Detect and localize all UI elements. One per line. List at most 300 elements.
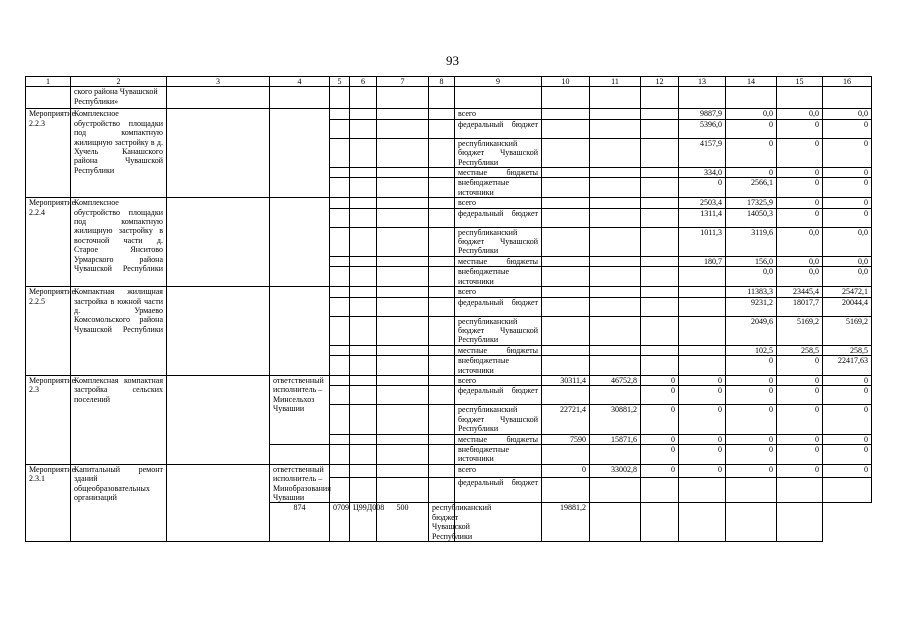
value-cell: 0,0: [823, 227, 872, 256]
value-cell: [590, 444, 641, 464]
continuation-row: [26, 87, 872, 109]
empty-cell: [350, 119, 377, 138]
empty-cell: [429, 464, 455, 478]
value-cell: 0: [823, 464, 872, 478]
empty-cell: [823, 87, 872, 109]
empty-cell: [429, 444, 455, 464]
funding-source-cell: республиканский бюджет Чувашской Республики: [455, 227, 542, 256]
measure-name-cell: ского района Чувашской Республики»: [71, 87, 167, 109]
value-cell: [590, 119, 641, 138]
empty-cell: [350, 109, 377, 119]
funding-source-cell: федеральный бюджет: [455, 386, 542, 405]
empty-cell: [167, 375, 270, 464]
empty-cell: [330, 356, 350, 376]
header-cell: 16: [823, 77, 872, 87]
value-cell: [590, 287, 641, 297]
funding-source-cell: местные бюджеты: [455, 168, 542, 178]
empty-cell: [350, 168, 377, 178]
value-cell: [542, 168, 590, 178]
funding-source-cell: федеральный бюджет: [455, 478, 542, 503]
empty-cell: [429, 434, 455, 444]
empty-cell: [377, 345, 429, 355]
empty-cell: [167, 198, 270, 287]
value-cell: 0: [777, 119, 823, 138]
value-cell: 0,0: [726, 267, 777, 287]
value-cell: [641, 503, 679, 542]
value-cell: [679, 287, 726, 297]
value-cell: [641, 119, 679, 138]
empty-cell: [429, 345, 455, 355]
funding-source-cell: федеральный бюджет: [455, 119, 542, 138]
value-cell: 0: [823, 208, 872, 227]
empty-cell: [330, 227, 350, 256]
empty-cell: [270, 198, 330, 287]
value-cell: [679, 345, 726, 355]
empty-cell: [429, 405, 455, 434]
value-cell: 0: [641, 375, 679, 385]
value-cell: 0: [641, 464, 679, 478]
empty-cell: [330, 198, 350, 208]
funding-source-cell: местные бюджеты: [455, 345, 542, 355]
header-cell: 13: [679, 77, 726, 87]
measure-code-cell: Мероприятие 2.2.5: [26, 287, 71, 376]
value-cell: 0: [823, 434, 872, 444]
empty-cell: [330, 444, 350, 464]
value-cell: 4157,9: [679, 138, 726, 167]
header-cell: 6: [350, 77, 377, 87]
table-header-row: [26, 77, 872, 87]
value-cell: 30881,2: [590, 405, 641, 434]
value-cell: 0: [777, 178, 823, 198]
value-cell: [590, 168, 641, 178]
value-cell: 46752,8: [590, 375, 641, 385]
value-cell: [679, 503, 726, 542]
empty-cell: [270, 87, 330, 109]
value-cell: [641, 256, 679, 266]
value-cell: [641, 208, 679, 227]
value-cell: [590, 138, 641, 167]
empty-cell: [350, 444, 377, 464]
value-cell: 2566,1: [726, 178, 777, 198]
value-cell: 0: [726, 356, 777, 376]
value-cell: 0: [641, 386, 679, 405]
empty-cell: [429, 356, 455, 376]
code-cell: [26, 87, 71, 109]
value-cell: [590, 178, 641, 198]
empty-cell: [429, 316, 455, 345]
value-cell: 0: [726, 168, 777, 178]
empty-cell: [377, 287, 429, 297]
empty-cell: [429, 178, 455, 198]
header-cell: 1: [26, 77, 71, 87]
value-cell: 258,5: [823, 345, 872, 355]
value-cell: 0: [679, 405, 726, 434]
value-cell: 0,0: [823, 109, 872, 119]
table-row: [26, 198, 872, 208]
value-cell: [641, 316, 679, 345]
empty-cell: [679, 87, 726, 109]
value-cell: 5169,2: [777, 316, 823, 345]
empty-cell: [377, 375, 429, 385]
value-cell: 1011,3: [679, 227, 726, 256]
value-cell: 9231,2: [726, 297, 777, 316]
empty-cell: [377, 297, 429, 316]
value-cell: 156,0: [726, 256, 777, 266]
value-cell: [641, 178, 679, 198]
empty-cell: [350, 87, 377, 109]
value-cell: [590, 386, 641, 405]
empty-cell: [429, 87, 455, 109]
header-cell: 5: [330, 77, 350, 87]
value-cell: 0: [777, 405, 823, 434]
value-cell: 18017,7: [777, 297, 823, 316]
value-cell: [542, 297, 590, 316]
value-cell: [726, 478, 777, 503]
empty-cell: [330, 464, 350, 478]
empty-cell: [377, 434, 429, 444]
empty-cell: [330, 208, 350, 227]
empty-cell: [377, 109, 429, 119]
empty-cell: [350, 356, 377, 376]
empty-cell: [429, 256, 455, 266]
funding-source-cell: всего: [455, 287, 542, 297]
empty-cell: [350, 434, 377, 444]
value-cell: 19881,2: [542, 503, 590, 542]
value-cell: [590, 356, 641, 376]
value-cell: 2049,6: [726, 316, 777, 345]
value-cell: 0: [823, 119, 872, 138]
empty-cell: [330, 267, 350, 287]
value-cell: 0: [679, 386, 726, 405]
value-cell: 0: [726, 138, 777, 167]
measure-code-cell: Мероприятие 2.3.1: [26, 464, 71, 541]
empty-cell: [350, 208, 377, 227]
measure-name-cell: Капитальный ремонт зданий общеобразовательных организаций: [71, 464, 167, 541]
value-cell: [590, 316, 641, 345]
budget-table: [25, 76, 872, 542]
value-cell: 0: [777, 444, 823, 464]
funding-source-cell: всего: [455, 109, 542, 119]
funding-source-cell: внебюджетные источники: [455, 267, 542, 287]
value-cell: 0: [542, 464, 590, 478]
empty-cell: [429, 375, 455, 385]
value-cell: 0: [777, 356, 823, 376]
value-cell: 0,0: [726, 109, 777, 119]
empty-cell: [377, 405, 429, 434]
value-cell: 0: [777, 168, 823, 178]
value-cell: [679, 356, 726, 376]
empty-cell: [429, 138, 455, 167]
value-cell: 5396,0: [679, 119, 726, 138]
empty-cell: [330, 297, 350, 316]
value-cell: 0: [679, 434, 726, 444]
funding-source-cell: внебюджетные источники: [455, 356, 542, 376]
empty-cell: [377, 316, 429, 345]
table-row: [26, 287, 872, 297]
value-cell: 11383,3: [726, 287, 777, 297]
value-cell: [641, 345, 679, 355]
empty-cell: [429, 168, 455, 178]
value-cell: [641, 287, 679, 297]
value-cell: 0: [679, 178, 726, 198]
value-cell: [777, 478, 823, 503]
empty-cell: [350, 464, 377, 478]
empty-cell: [377, 198, 429, 208]
empty-cell: [350, 287, 377, 297]
value-cell: [590, 267, 641, 287]
measure-name-cell: Компактная жилищная застройка в южной части д. Урмаево Комсомольского района Чувашской Республики: [71, 287, 167, 376]
empty-cell: [429, 297, 455, 316]
page-number: 93: [446, 53, 459, 68]
value-cell: [542, 208, 590, 227]
value-cell: 0: [823, 444, 872, 464]
empty-cell: [330, 316, 350, 345]
value-cell: [590, 198, 641, 208]
funding-source-cell: внебюджетные источники: [455, 178, 542, 198]
funding-source-cell: местные бюджеты: [455, 434, 542, 444]
empty-cell: [377, 444, 429, 464]
value-cell: [542, 386, 590, 405]
measure-name-cell: Комплексная компактная застройка сельских поселений: [71, 375, 167, 464]
value-cell: 9887,9: [679, 109, 726, 119]
empty-cell: [377, 478, 429, 503]
value-cell: 22721,4: [542, 405, 590, 434]
measure-code-cell: Мероприятие 2.3: [26, 375, 71, 464]
table-row: [26, 375, 872, 385]
value-cell: [641, 267, 679, 287]
value-cell: 0: [777, 208, 823, 227]
value-cell: 30311,4: [542, 375, 590, 385]
value-cell: [641, 227, 679, 256]
value-cell: 0: [679, 375, 726, 385]
budget-code-cell: 874: [270, 503, 330, 542]
value-cell: 0: [641, 405, 679, 434]
empty-cell: [330, 386, 350, 405]
value-cell: 334,0: [679, 168, 726, 178]
empty-cell: [350, 405, 377, 434]
value-cell: [542, 345, 590, 355]
value-cell: [542, 198, 590, 208]
value-cell: 0: [777, 386, 823, 405]
empty-cell: [330, 119, 350, 138]
value-cell: [679, 478, 726, 503]
header-cell: 8: [429, 77, 455, 87]
empty-cell: [167, 87, 270, 109]
funding-source-cell: федеральный бюджет: [455, 297, 542, 316]
value-cell: [590, 208, 641, 227]
value-cell: [679, 267, 726, 287]
empty-cell: [330, 256, 350, 266]
value-cell: 0: [641, 444, 679, 464]
header-cell: 10: [542, 77, 590, 87]
empty-cell: [455, 87, 542, 109]
funding-source-cell: республиканский бюджет Чувашской Республики: [455, 138, 542, 167]
value-cell: 0: [823, 138, 872, 167]
empty-cell: [377, 119, 429, 138]
value-cell: [641, 198, 679, 208]
value-cell: 0,0: [823, 256, 872, 266]
value-cell: [542, 227, 590, 256]
executor-cell: ответственный исполнитель – Минсельхоз Чувашии: [270, 375, 330, 444]
value-cell: [590, 478, 641, 503]
value-cell: [542, 316, 590, 345]
value-cell: [641, 138, 679, 167]
value-cell: [542, 138, 590, 167]
value-cell: [542, 119, 590, 138]
value-cell: 0: [726, 119, 777, 138]
header-cell: 15: [777, 77, 823, 87]
value-cell: [542, 287, 590, 297]
funding-source-cell: внебюджетные источники: [455, 444, 542, 464]
empty-cell: [350, 227, 377, 256]
funding-source-cell: всего: [455, 198, 542, 208]
empty-cell: [270, 287, 330, 376]
value-cell: [590, 109, 641, 119]
empty-cell: [377, 138, 429, 167]
empty-cell: [330, 168, 350, 178]
budget-code-cell: Ц99Д008: [350, 503, 377, 542]
value-cell: [726, 503, 777, 542]
value-cell: 0,0: [777, 109, 823, 119]
budget-code-cell: 500: [377, 503, 429, 542]
empty-cell: [330, 178, 350, 198]
empty-cell: [377, 178, 429, 198]
value-cell: 180,7: [679, 256, 726, 266]
empty-cell: [350, 178, 377, 198]
value-cell: [590, 503, 641, 542]
value-cell: 0: [726, 375, 777, 385]
value-cell: 102,5: [726, 345, 777, 355]
empty-cell: [330, 287, 350, 297]
value-cell: 17325,9: [726, 198, 777, 208]
value-cell: 5169,2: [823, 316, 872, 345]
value-cell: 0,0: [777, 256, 823, 266]
value-cell: 0,0: [777, 267, 823, 287]
value-cell: [542, 256, 590, 266]
empty-cell: [330, 87, 350, 109]
measure-code-cell: Мероприятие 2.2.4: [26, 198, 71, 287]
value-cell: 25472,1: [823, 287, 872, 297]
value-cell: [777, 503, 823, 542]
empty-cell: [350, 478, 377, 503]
empty-cell: [429, 208, 455, 227]
funding-source-cell: местные бюджеты: [455, 256, 542, 266]
value-cell: [641, 109, 679, 119]
value-cell: 7590: [542, 434, 590, 444]
value-cell: [590, 345, 641, 355]
funding-source-cell: республиканский бюджет Чувашской Республики: [429, 503, 455, 542]
value-cell: 0: [823, 168, 872, 178]
empty-cell: [377, 227, 429, 256]
funding-source-cell: всего: [455, 464, 542, 478]
measure-name-cell: Комплексное обустройство площадки под компактную жилищную застройку в восточной части д. Старое Янситово Урмарского района Чувашской Республики: [71, 198, 167, 287]
value-cell: [641, 168, 679, 178]
empty-cell: [167, 464, 270, 541]
header-cell: 3: [167, 77, 270, 87]
empty-cell: [330, 434, 350, 444]
empty-cell: [330, 375, 350, 385]
value-cell: 0,0: [823, 267, 872, 287]
value-cell: [641, 297, 679, 316]
value-cell: 1311,4: [679, 208, 726, 227]
empty-cell: [429, 227, 455, 256]
value-cell: [679, 297, 726, 316]
value-cell: [590, 297, 641, 316]
empty-cell: [270, 109, 330, 198]
empty-cell: [377, 386, 429, 405]
value-cell: [542, 109, 590, 119]
value-cell: 14050,3: [726, 208, 777, 227]
value-cell: [641, 478, 679, 503]
value-cell: 0: [777, 464, 823, 478]
empty-cell: [726, 87, 777, 109]
value-cell: 0: [726, 386, 777, 405]
empty-cell: [377, 87, 429, 109]
executor-cell: ответственный исполнитель – Минобразования Чувашии: [270, 464, 330, 503]
funding-source-cell: федеральный бюджет: [455, 208, 542, 227]
value-cell: 0: [726, 464, 777, 478]
empty-cell: [330, 478, 350, 503]
value-cell: 0: [823, 386, 872, 405]
value-cell: 20044,4: [823, 297, 872, 316]
empty-cell: [429, 109, 455, 119]
value-cell: 33002,8: [590, 464, 641, 478]
empty-cell: [350, 256, 377, 266]
value-cell: [823, 478, 872, 503]
budget-code-cell: 0709: [330, 503, 350, 542]
value-cell: 0: [726, 444, 777, 464]
empty-cell: [777, 87, 823, 109]
empty-cell: [429, 198, 455, 208]
funding-source-cell: республиканский бюджет Чувашской Республики: [455, 316, 542, 345]
value-cell: 0: [823, 198, 872, 208]
empty-cell: [377, 208, 429, 227]
empty-cell: [330, 405, 350, 434]
value-cell: [542, 444, 590, 464]
empty-cell: [330, 345, 350, 355]
empty-cell: [429, 478, 455, 503]
value-cell: 22417,63: [823, 356, 872, 376]
empty-cell: [167, 109, 270, 198]
empty-cell: [377, 356, 429, 376]
header-cell: 14: [726, 77, 777, 87]
header-cell: 2: [71, 77, 167, 87]
value-cell: [590, 256, 641, 266]
value-cell: 0: [823, 178, 872, 198]
empty-cell: [590, 87, 641, 109]
measure-code-cell: Мероприятие 2.2.3: [26, 109, 71, 198]
value-cell: 0: [777, 138, 823, 167]
empty-cell: [350, 297, 377, 316]
header-cell: 11: [590, 77, 641, 87]
empty-cell: [377, 464, 429, 478]
value-cell: 0: [641, 434, 679, 444]
value-cell: 2503,4: [679, 198, 726, 208]
value-cell: 0,0: [777, 227, 823, 256]
funding-source-cell: республиканский бюджет Чувашской Республики: [455, 405, 542, 434]
header-cell: 7: [377, 77, 429, 87]
empty-cell: [270, 444, 330, 464]
value-cell: 0: [726, 405, 777, 434]
empty-cell: [350, 316, 377, 345]
value-cell: 0: [679, 464, 726, 478]
empty-cell: [330, 138, 350, 167]
value-cell: 23445,4: [777, 287, 823, 297]
value-cell: [679, 316, 726, 345]
value-cell: [542, 178, 590, 198]
funding-source-cell: всего: [455, 375, 542, 385]
empty-cell: [350, 267, 377, 287]
